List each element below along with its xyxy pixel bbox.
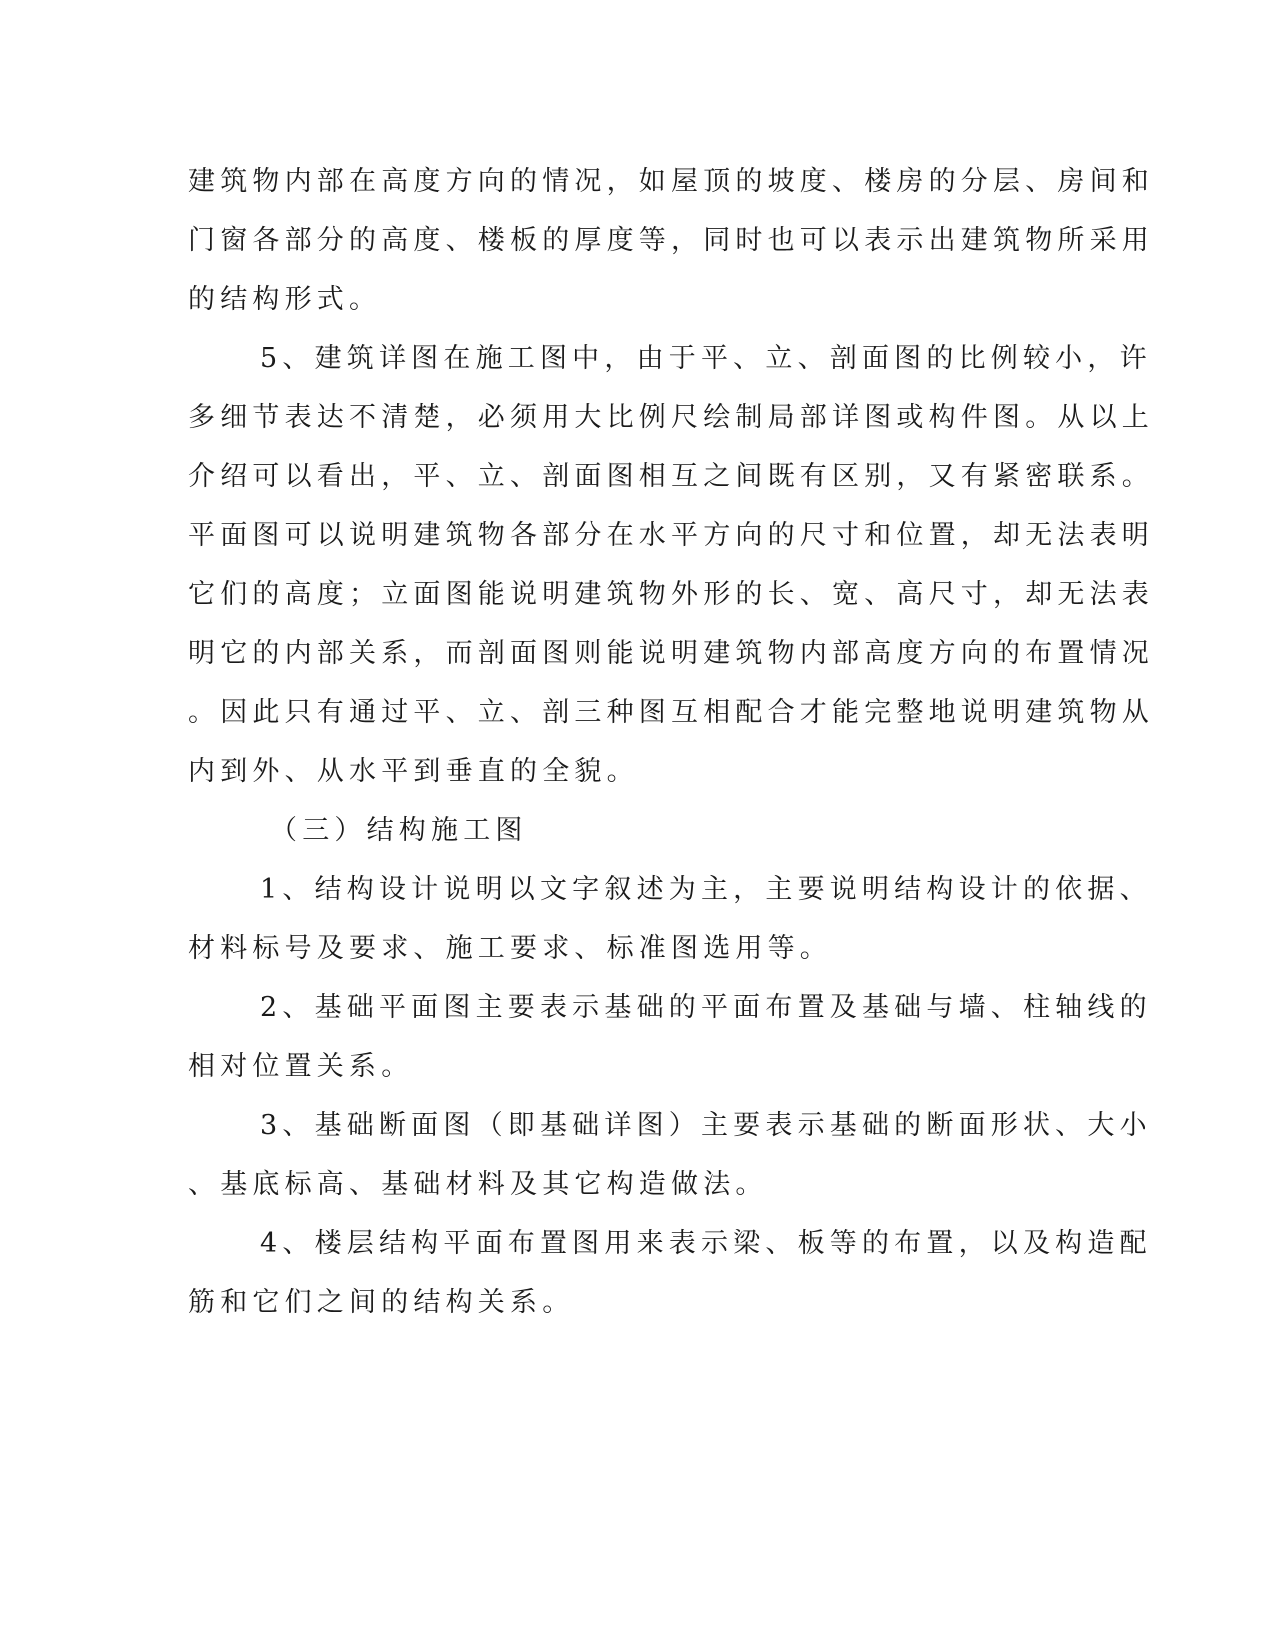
text-line: 的结构形式。 (188, 284, 382, 315)
text-line: 1、结构设计说明以文字叙述为主，主要说明结构设计的依据、 (260, 874, 1152, 905)
section-heading: （三）结构施工图 (270, 815, 528, 846)
text-line: 3、基础断面图（即基础详图）主要表示基础的断面形状、大小 (260, 1110, 1152, 1141)
text-line: 门窗各部分的高度、楼板的厚度等，同时也可以表示出建筑物所采用 (188, 225, 1154, 256)
text-line: 4、楼层结构平面布置图用来表示梁、板等的布置，以及构造配 (260, 1228, 1152, 1259)
text-line: 平面图可以说明建筑物各部分在水平方向的尺寸和位置，却无法表明 (188, 520, 1154, 551)
text-line: 、基底标高、基础材料及其它构造做法。 (188, 1169, 768, 1200)
text-line: 介绍可以看出，平、立、剖面图相互之间既有区别，又有紧密联系。 (188, 461, 1154, 492)
text-line: 它们的高度；立面图能说明建筑物外形的长、宽、高尺寸，却无法表 (188, 579, 1154, 610)
text-line: 材料标号及要求、施工要求、标准图选用等。 (188, 933, 832, 964)
text-line: 。因此只有通过平、立、剖三种图互相配合才能完整地说明建筑物从 (188, 697, 1154, 728)
text-line: 筋和它们之间的结构关系。 (188, 1287, 575, 1318)
text-line: 5、建筑详图在施工图中，由于平、立、剖面图的比例较小，许 (260, 343, 1152, 374)
text-line: 明它的内部关系，而剖面图则能说明建筑物内部高度方向的布置情况 (188, 638, 1154, 669)
text-line: 建筑物内部在高度方向的情况，如屋顶的坡度、楼房的分层、房间和 (188, 166, 1154, 197)
text-line: 内到外、从水平到垂直的全貌。 (188, 756, 639, 787)
text-line: 多细节表达不清楚，必须用大比例尺绘制局部详图或构件图。从以上 (188, 402, 1154, 433)
text-line: 2、基础平面图主要表示基础的平面布置及基础与墙、柱轴线的 (260, 992, 1152, 1023)
text-line: 相对位置关系。 (188, 1051, 414, 1082)
